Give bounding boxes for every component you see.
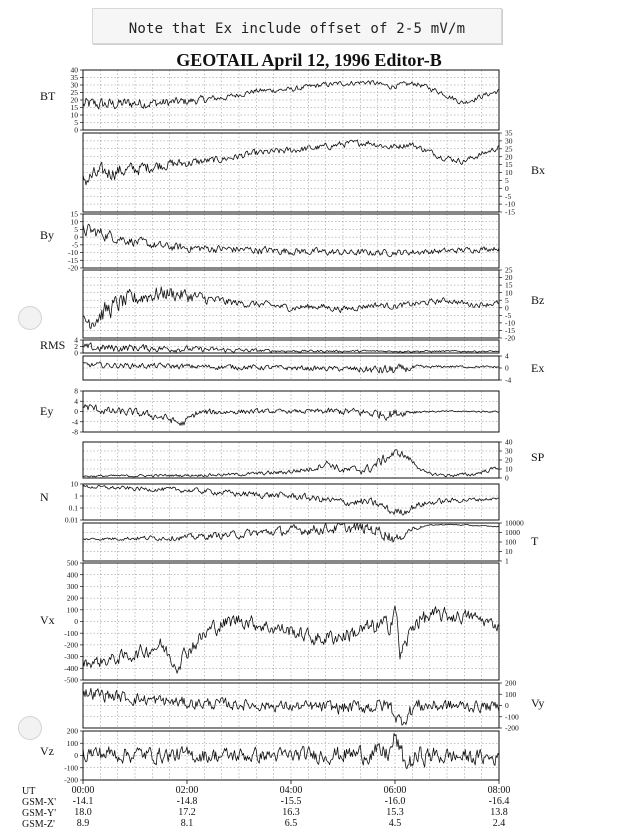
by-tick-label: 10: [70, 217, 78, 227]
vx-tick-label: -400: [64, 663, 78, 673]
bt-tick-label: 10: [70, 110, 78, 120]
time-ut-value: 04:00: [279, 785, 303, 796]
time-gsm-z-value: 4.5: [388, 818, 402, 829]
by-panel-label: By: [40, 228, 55, 242]
time-column-4: [469, 785, 529, 829]
time-gsm-z-value: 8.1: [180, 818, 194, 829]
bz-tick-label: 10: [505, 288, 513, 298]
ey-tick-label: 4: [74, 396, 78, 406]
t-tick-label: 1000: [505, 528, 520, 538]
vx-tick-label: -200: [64, 640, 78, 650]
by-tick-label: -15: [68, 255, 78, 265]
vz-tick-label: 0: [74, 751, 78, 761]
ey-tick-label: -4: [71, 417, 78, 427]
vx-tick-label: 200: [66, 593, 78, 603]
bz-tick-label: -5: [505, 310, 512, 320]
time-gsm-x-value: -16.4: [488, 796, 510, 807]
time-gsm-z-value: 6.5: [284, 818, 298, 829]
vy-tick-label: 200: [505, 678, 517, 688]
bx-tick-label: 10: [505, 168, 513, 178]
time-gsm-x-value: -14.1: [72, 796, 94, 807]
bz-tick-label: -10: [505, 318, 515, 328]
annotation-note: Note that Ex include offset of 2-5 mV/m: [128, 21, 466, 37]
sp-tick-label: 20: [505, 455, 513, 465]
n-trace: [83, 485, 499, 515]
by-tick-label: -20: [68, 263, 78, 273]
t-tick-label: 10000: [505, 518, 524, 528]
bt-tick-label: 20: [70, 95, 78, 105]
by-tick-label: -10: [68, 248, 78, 258]
bt-panel-label: BT: [40, 89, 56, 103]
n-tick-label: 0.1: [68, 503, 78, 513]
time-gsm-y-value: 17.2: [178, 807, 196, 818]
vz-tick-label: -100: [64, 763, 78, 773]
vx-tick-label: -100: [64, 628, 78, 638]
bx-tick-label: 20: [505, 152, 513, 162]
time-column-2: [261, 785, 321, 829]
n-tick-label: 1: [74, 491, 78, 501]
vz-tick-label: 100: [66, 738, 78, 748]
n-tick-label: 10: [70, 479, 78, 489]
ey-panel-label: Ey: [40, 404, 54, 418]
t-tick-label: 1: [505, 556, 509, 566]
sp-tick-label: 0: [505, 473, 509, 483]
bz-tick-label: 0: [505, 303, 509, 313]
gsm-y-row-label: GSM-Y': [22, 808, 57, 819]
bx-tick-label: -15: [505, 207, 515, 217]
rms-tick-label: 2: [74, 342, 78, 352]
ex-panel-label: Ex: [531, 361, 545, 375]
bx-tick-label: 5: [505, 176, 509, 185]
sp-tick-label: 40: [505, 437, 513, 447]
bx-tick-label: -5: [505, 191, 512, 201]
time-gsm-y-value: 13.8: [490, 807, 508, 818]
vx-tick-label: 300: [66, 582, 78, 591]
vx-tick-label: 0: [74, 617, 78, 627]
time-ut-value: 08:00: [487, 785, 511, 796]
sp-tick-label: 10: [505, 464, 513, 474]
time-column-1: [157, 785, 217, 829]
bx-tick-label: 0: [505, 183, 509, 193]
time-ut-value: 00:00: [71, 785, 95, 796]
bz-tick-label: 15: [505, 280, 513, 290]
vy-tick-label: 100: [505, 689, 517, 699]
ex-tick-label: -4: [505, 375, 512, 385]
rms-panel-label: RMS: [40, 338, 66, 352]
time-gsm-x-value: -15.5: [280, 796, 302, 807]
time-column-0: [53, 785, 113, 829]
bt-tick-label: 5: [74, 118, 78, 128]
vx-tick-label: 500: [66, 558, 78, 568]
vy-tick-label: 0: [505, 701, 509, 711]
bz-tick-label: 25: [505, 265, 513, 275]
vx-tick-label: 100: [66, 605, 78, 615]
by-tick-label: 15: [70, 209, 78, 219]
ey-trace: [83, 405, 499, 426]
bt-tick-label: 15: [70, 103, 78, 113]
bx-tick-label: 25: [505, 144, 513, 154]
by-tick-label: -5: [71, 240, 78, 250]
bz-panel-frame: [83, 270, 499, 338]
vy-panel-label: Vy: [531, 696, 545, 710]
bx-panel-label: Bx: [531, 163, 546, 177]
ey-tick-label: -8: [71, 427, 78, 437]
time-gsm-z-value: 8.9: [76, 818, 90, 829]
t-panel-label: T: [531, 534, 539, 548]
n-tick-label: 0.01: [64, 515, 78, 525]
n-panel-label: N: [40, 490, 49, 504]
bx-tick-label: -10: [505, 199, 515, 209]
sp-panel-label: SP: [531, 450, 545, 464]
vy-tick-label: -100: [505, 712, 519, 722]
time-gsm-y-value: 18.0: [74, 807, 92, 818]
t-tick-label: 10: [505, 547, 513, 557]
by-tick-label: 0: [74, 232, 78, 242]
t-tick-label: 100: [505, 537, 517, 547]
ex-tick-label: 0: [505, 363, 509, 373]
bt-tick-label: 40: [70, 65, 78, 75]
vz-tick-label: -200: [64, 775, 78, 785]
bt-tick-label: 25: [70, 88, 78, 98]
ey-tick-label: 8: [74, 386, 78, 396]
bz-tick-label: -20: [505, 333, 515, 343]
bx-tick-label: 30: [505, 136, 513, 146]
bz-tick-label: 20: [505, 273, 513, 283]
time-gsm-y-value: 16.3: [282, 807, 300, 818]
time-gsm-x-value: -14.8: [176, 796, 198, 807]
bz-panel-label: Bz: [531, 293, 545, 307]
rms-tick-label: 0: [74, 348, 78, 358]
bx-tick-label: 15: [505, 160, 513, 170]
time-gsm-z-value: 2.4: [492, 818, 506, 829]
page-title: GEOTAIL April 12, 1996 Editor-B: [176, 50, 442, 70]
ut-row-label: UT: [22, 786, 36, 797]
vx-tick-label: 400: [66, 570, 78, 580]
bt-tick-label: 0: [74, 125, 78, 135]
vz-tick-label: 200: [66, 726, 78, 736]
time-column-3: [365, 785, 425, 829]
vx-tick-label: -500: [64, 675, 78, 685]
time-gsm-y-value: 15.3: [386, 807, 404, 818]
gsm-x-row-label: GSM-X': [22, 797, 57, 808]
bt-tick-label: 30: [70, 80, 78, 90]
by-tick-label: 5: [74, 225, 78, 235]
bt-tick-label: 35: [70, 73, 78, 83]
bz-tick-label: -15: [505, 326, 515, 336]
vy-tick-label: -200: [505, 723, 519, 733]
time-ut-value: 02:00: [175, 785, 199, 796]
time-ut-value: 06:00: [383, 785, 407, 796]
vz-panel-label: Vz: [40, 744, 54, 758]
bz-tick-label: 5: [505, 295, 509, 305]
rms-tick-label: 4: [74, 335, 78, 345]
sp-tick-label: 30: [505, 446, 513, 456]
gsm-z-row-label: GSM-Z': [22, 819, 55, 830]
ex-tick-label: 4: [505, 351, 509, 361]
ey-tick-label: 0: [74, 407, 78, 417]
bx-tick-label: 35: [505, 128, 513, 138]
vx-panel-label: Vx: [40, 613, 55, 627]
time-gsm-x-value: -16.0: [384, 796, 406, 807]
vx-tick-label: -300: [64, 652, 78, 662]
